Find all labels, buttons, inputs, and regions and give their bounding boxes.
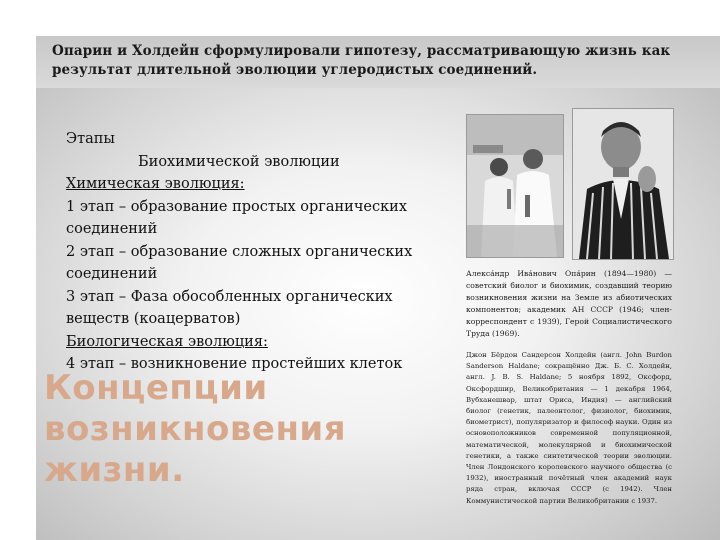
haldane-caption: Джон Бёрдон Сандерсон Холдейн (англ. John Burdon Sanderson Haldane; сокращённо Дж. Б. С. Холдейн, англ. J. B. S. Haldane; 5 ноября 1892, Оксфорд, Оксфордшир, Великобритания — 1 декабря 1964, Вубханешвар, штат Ориса, Индия) — английский биолог (генетик, палеонтолог, физиолог, биохимик, биометрист), популяризатор и философ науки. Один из основоположников современной популяционной, математической, молекулярной и биохимической генетики, а также синтетической теории эволюции. Член Лондонского королевского научного общества (с 1932), иностранный почётный член академий наук ряда стран, включая СССР (с 1942). Член Коммунистической партии Великобритании с 1937. — [466, 351, 672, 505]
title-line-1: Концепции — [44, 368, 268, 408]
title-line-3: жизни. — [44, 450, 185, 490]
portrait-photo — [572, 108, 674, 260]
stage-line: веществ (коацерватов) — [66, 311, 241, 327]
evolution-stages — [66, 128, 426, 376]
biological-evolution-heading: Биологическая эволюция: — [66, 333, 268, 350]
stage-line: 3 этап – Фаза обособленных органических — [66, 288, 393, 305]
oparin-caption: Алекса́ндр Ива́нович Опа́рин (1894—1980) — советский биолог и биохимик, создавший теорию возникновения жизни на Земле из абиотических компонентов; академик АН СССР (1946; член-корреспондент с 1939), Герой Социалистического Труда (1969). — [466, 269, 672, 338]
stage-line: 4 этап – возникновение простейших клеток — [66, 356, 403, 372]
slide-heading — [52, 42, 692, 80]
stage-line: 2 этап – образование сложных органических — [66, 243, 413, 260]
stages-title: Этапы — [66, 131, 115, 147]
stage-line: 1 этап – образование простых органических — [66, 198, 408, 215]
title-line-2: возникновения — [44, 409, 347, 449]
lab-photo — [466, 114, 564, 258]
slide-title — [44, 368, 404, 491]
chemical-evolution-heading: Химическая эволюция: — [66, 176, 245, 192]
heading-line-2: результат длительной эволюции углеродистых соединений. — [52, 62, 538, 78]
stage-line: соединений — [66, 221, 158, 237]
stage-line: соединений — [66, 266, 158, 282]
stages-subtitle: Биохимической эволюции — [138, 153, 340, 170]
heading-line-1: Опарин и Холдейн сформулировали гипотезу, рассматривающую жизнь как — [52, 43, 671, 59]
